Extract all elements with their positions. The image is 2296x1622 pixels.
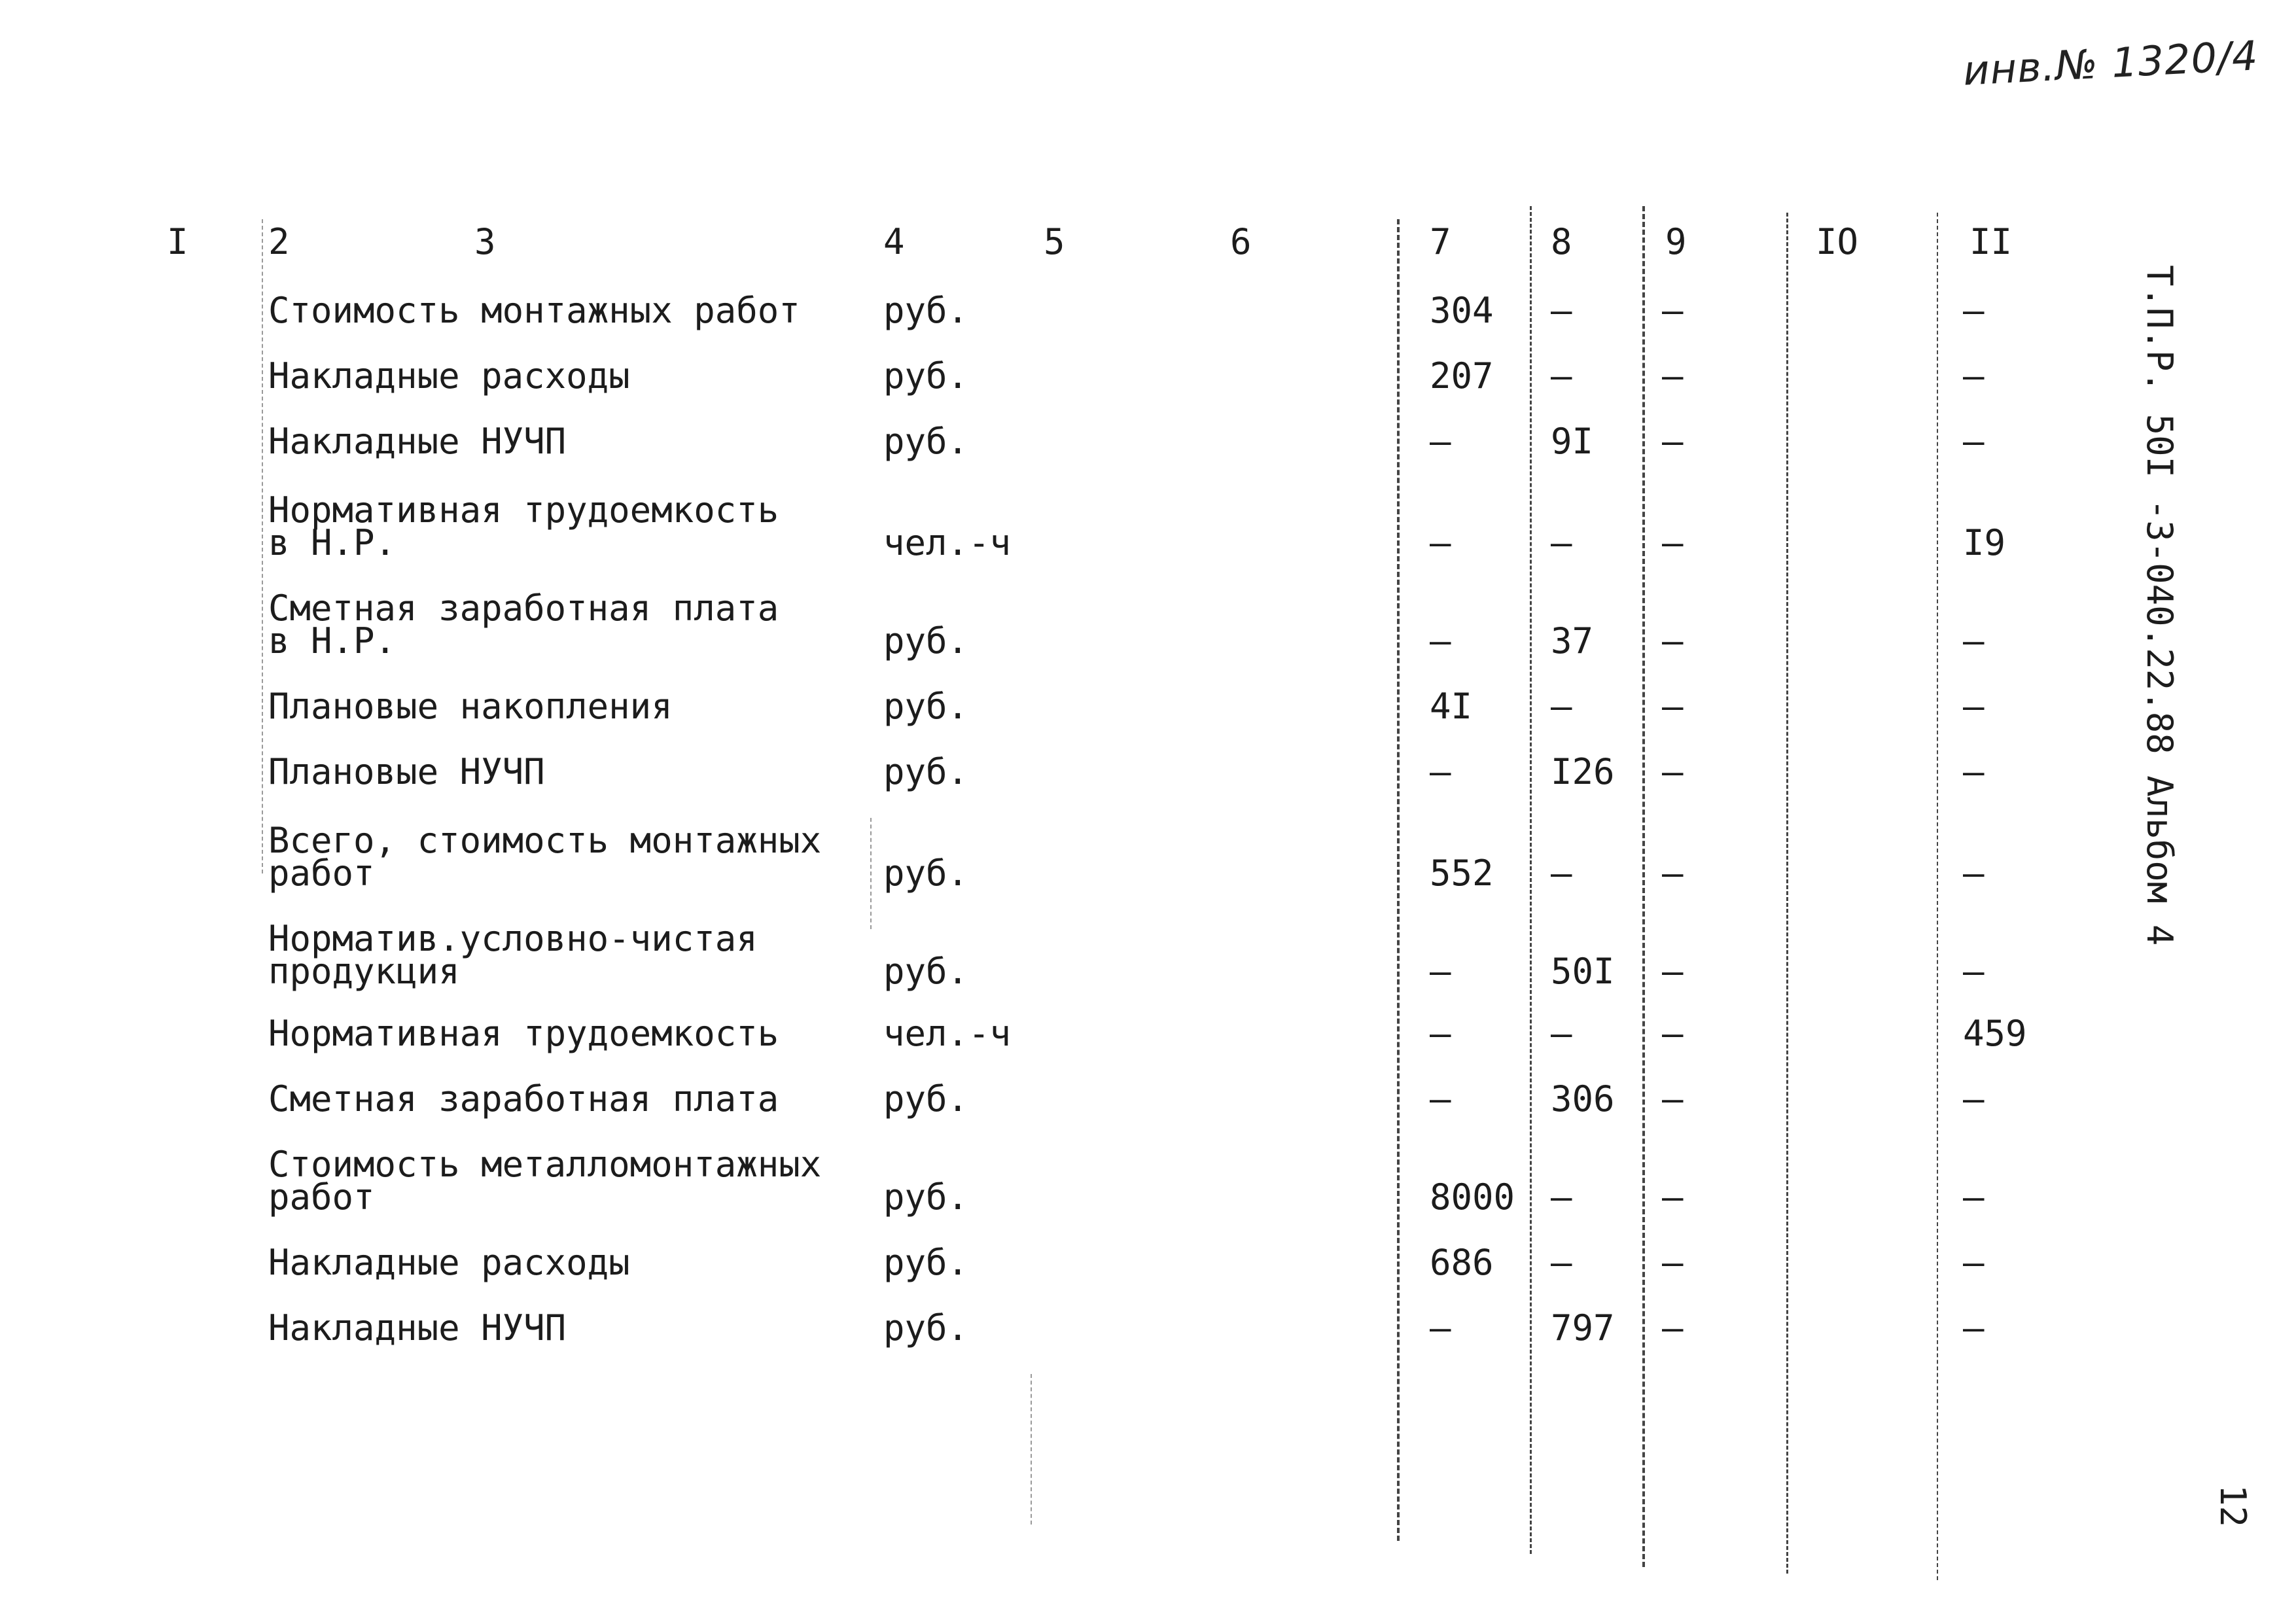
column-divider-7-8 (1530, 206, 1532, 1554)
row-name-line: Сметная заработная плата (268, 1078, 779, 1120)
cell-col-8: – (1551, 1242, 1572, 1283)
cell-col-8: 9I (1551, 421, 1594, 462)
row-name-line: в Н.Р. (268, 620, 397, 661)
row-name (268, 1307, 567, 1349)
row-name-line: Всего, стоимость монтажных (268, 820, 822, 861)
cell-col-7: – (1430, 1307, 1451, 1349)
row-name (268, 290, 800, 331)
cell-col-11: – (1963, 290, 1985, 331)
row-name-line: Стоимость монтажных работ (268, 290, 800, 331)
row-name (268, 489, 779, 563)
cell-col-7: 552 (1430, 853, 1494, 894)
row-name (268, 1242, 630, 1283)
row-name-line: Накладные НУЧП (268, 1307, 567, 1349)
row-name (268, 1078, 779, 1120)
document-code-vertical: Т.П.Р. 50I -3-040.22.88 Альбом 4 (2139, 265, 2180, 946)
cell-col-8: 797 (1551, 1307, 1615, 1349)
row-name (268, 1013, 779, 1054)
cell-col-11: – (1963, 751, 1985, 792)
cell-col-7: – (1430, 1013, 1451, 1054)
row-name-line: Плановые накопления (268, 686, 673, 727)
cell-col-11: – (1963, 1078, 1985, 1120)
cell-col-9: – (1662, 751, 1684, 792)
row-unit: руб. (883, 620, 969, 661)
row-name (268, 918, 758, 992)
col-header-7: 7 (1430, 221, 1451, 262)
cell-col-8: – (1551, 355, 1572, 397)
cell-col-11: – (1963, 421, 1985, 462)
cell-col-9: – (1662, 355, 1684, 397)
row-unit: руб. (883, 1176, 969, 1218)
cell-col-7: – (1430, 522, 1451, 563)
cell-col-9: – (1662, 1307, 1684, 1349)
cell-col-11: I9 (1963, 522, 2006, 563)
row-unit: руб. (883, 853, 969, 894)
cell-col-8: – (1551, 1176, 1572, 1218)
cell-col-9: – (1662, 1176, 1684, 1218)
col-header-8: 8 (1551, 221, 1572, 262)
row-name-line: Нормативная трудоемкость (268, 489, 779, 531)
row-name (268, 588, 779, 661)
row-unit: руб. (883, 355, 969, 397)
column-divider-8-9 (1642, 206, 1645, 1567)
cell-col-8: 306 (1551, 1078, 1615, 1120)
cell-col-7: 686 (1430, 1242, 1494, 1283)
cell-col-11: – (1963, 1176, 1985, 1218)
row-name-line: продукция (268, 951, 460, 992)
cell-col-9: – (1662, 290, 1684, 331)
cell-col-7: 304 (1430, 290, 1494, 331)
row-name-line: работ (268, 1176, 375, 1218)
inventory-stamp: инв.№ 1320/4 (1962, 31, 2259, 95)
cell-col-7: 207 (1430, 355, 1494, 397)
row-name-line: в Н.Р. (268, 522, 397, 563)
col-header-9: 9 (1665, 221, 1687, 262)
cell-col-7: – (1430, 751, 1451, 792)
col-header-4: 4 (883, 221, 905, 262)
row-name (268, 421, 567, 462)
col-header-5: 5 (1044, 221, 1065, 262)
column-divider-2 (262, 219, 263, 873)
row-name (268, 751, 545, 792)
row-name (268, 1144, 822, 1218)
cell-col-11: 459 (1963, 1013, 2027, 1054)
row-name (268, 820, 822, 894)
cell-col-8: – (1551, 290, 1572, 331)
cell-col-7: – (1430, 1078, 1451, 1120)
column-divider-10-11 (1937, 213, 1938, 1580)
cell-col-7: – (1430, 620, 1451, 661)
cell-col-7: 8000 (1430, 1176, 1515, 1218)
row-name (268, 355, 630, 397)
row-name-line: Нормативная трудоемкость (268, 1013, 779, 1054)
cell-col-7: 4I (1430, 686, 1473, 727)
cell-col-9: – (1662, 421, 1684, 462)
col-header-1: I (167, 221, 188, 262)
cell-col-11: – (1963, 853, 1985, 894)
row-name-line: Накладные расходы (268, 355, 630, 397)
cell-col-7: – (1430, 951, 1451, 992)
col-header-10: IO (1816, 221, 1859, 262)
row-unit: руб. (883, 751, 969, 792)
row-name-line: Норматив.условно-чистая (268, 918, 758, 959)
row-name-line: Плановые НУЧП (268, 751, 545, 792)
row-unit: руб. (883, 686, 969, 727)
col-header-11: II (1969, 221, 2013, 262)
row-unit: руб. (883, 1242, 969, 1283)
column-divider-3-4 (870, 818, 872, 929)
cell-col-8: I26 (1551, 751, 1615, 792)
row-unit: руб. (883, 1078, 969, 1120)
cell-col-9: – (1662, 1078, 1684, 1120)
row-unit: руб. (883, 951, 969, 992)
col-header-6: 6 (1230, 221, 1252, 262)
column-divider-6-7 (1397, 219, 1400, 1541)
cell-col-11: – (1963, 1307, 1985, 1349)
row-name (268, 686, 673, 727)
row-unit: чел.-ч (883, 522, 1012, 563)
cell-col-11: – (1963, 951, 1985, 992)
cell-col-11: – (1963, 620, 1985, 661)
row-unit: руб. (883, 1307, 969, 1349)
row-name-line: Накладные расходы (268, 1242, 630, 1283)
row-name-line: работ (268, 853, 375, 894)
cell-col-8: – (1551, 686, 1572, 727)
cell-col-8: – (1551, 522, 1572, 563)
column-divider-9-10 (1786, 213, 1788, 1574)
cell-col-11: – (1963, 355, 1985, 397)
cell-col-8: – (1551, 853, 1572, 894)
cell-col-9: – (1662, 1242, 1684, 1283)
cell-col-8: 37 (1551, 620, 1594, 661)
col-header-2: 2 (268, 221, 290, 262)
cell-col-8: – (1551, 1013, 1572, 1054)
cell-col-9: – (1662, 1013, 1684, 1054)
col-header-3: 3 (474, 221, 496, 262)
cell-col-9: – (1662, 853, 1684, 894)
row-name-line: Сметная заработная плата (268, 588, 779, 629)
cell-col-11: – (1963, 686, 1985, 727)
cell-col-9: – (1662, 620, 1684, 661)
row-unit: руб. (883, 421, 969, 462)
page-number: 12 (2212, 1484, 2254, 1528)
cell-col-11: – (1963, 1242, 1985, 1283)
row-unit: руб. (883, 290, 969, 331)
cell-col-9: – (1662, 686, 1684, 727)
column-divider-4-5 (1031, 1374, 1032, 1525)
row-unit: чел.-ч (883, 1013, 1012, 1054)
cell-col-9: – (1662, 951, 1684, 992)
row-name-line: Стоимость металломонтажных (268, 1144, 822, 1185)
cell-col-7: – (1430, 421, 1451, 462)
cell-col-8: 50I (1551, 951, 1615, 992)
cell-col-9: – (1662, 522, 1684, 563)
row-name-line: Накладные НУЧП (268, 421, 567, 462)
